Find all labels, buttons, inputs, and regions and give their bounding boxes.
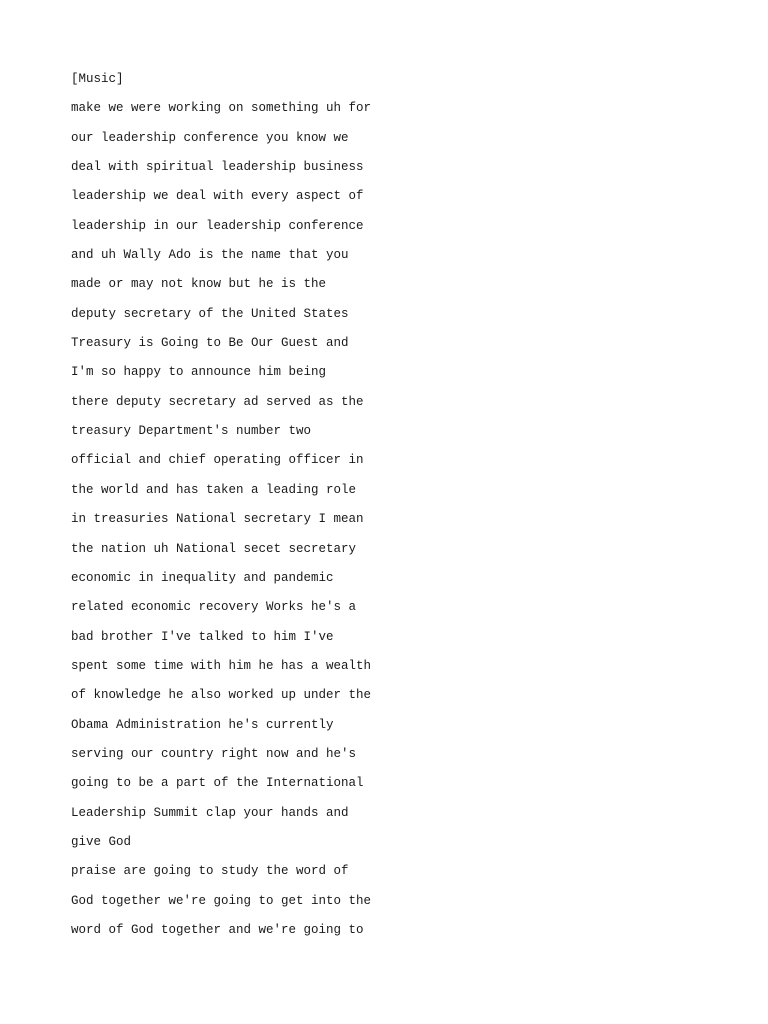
transcript-line: the world and has taken a leading role — [71, 482, 357, 497]
transcript-line: give God — [71, 834, 132, 849]
transcript-line: the nation uh National secet secretary — [71, 541, 357, 556]
transcript-line: bad brother I've talked to him I've — [71, 629, 334, 644]
transcript-line: Leadership Summit clap your hands and — [71, 805, 349, 820]
transcript-line: God together we're going to get into the — [71, 893, 372, 908]
transcript-line: and uh Wally Ado is the name that you — [71, 248, 349, 263]
transcript-line: leadership we deal with every aspect of — [71, 189, 364, 204]
transcript-line: in treasuries National secretary I mean — [71, 512, 364, 527]
transcript-line: spent some time with him he has a wealth — [71, 658, 372, 673]
transcript-line: there deputy secretary ad served as the — [71, 394, 364, 409]
transcript-line: praise are going to study the word of — [71, 864, 349, 879]
transcript-line: make we were working on something uh for — [71, 101, 372, 116]
transcript-line: leadership in our leadership conference — [71, 218, 364, 233]
transcript-line: serving our country right now and he's — [71, 746, 357, 761]
transcript-line: official and chief operating officer in — [71, 453, 364, 468]
transcript-line: I'm so happy to announce him being — [71, 365, 327, 380]
transcript-line: of knowledge he also worked up under the — [71, 688, 372, 703]
transcript-line: word of God together and we're going to — [71, 922, 364, 937]
transcript-line: our leadership conference you know we — [71, 130, 349, 145]
transcript-line: made or may not know but he is the — [71, 277, 327, 292]
transcript-line: related economic recovery Works he's a — [71, 600, 357, 615]
transcript-line: Treasury is Going to Be Our Guest and — [71, 336, 349, 351]
transcript-line: going to be a part of the International — [71, 776, 364, 791]
transcript-line: treasury Department's number two — [71, 424, 312, 439]
transcript-text — [71, 65, 371, 945]
transcript-line: economic in inequality and pandemic — [71, 570, 334, 585]
transcript-line: deputy secretary of the United States — [71, 306, 349, 321]
transcript-line: [Music] — [71, 72, 124, 86]
transcript-line: Obama Administration he's currently — [71, 717, 334, 732]
transcript-line: deal with spiritual leadership business — [71, 160, 364, 175]
